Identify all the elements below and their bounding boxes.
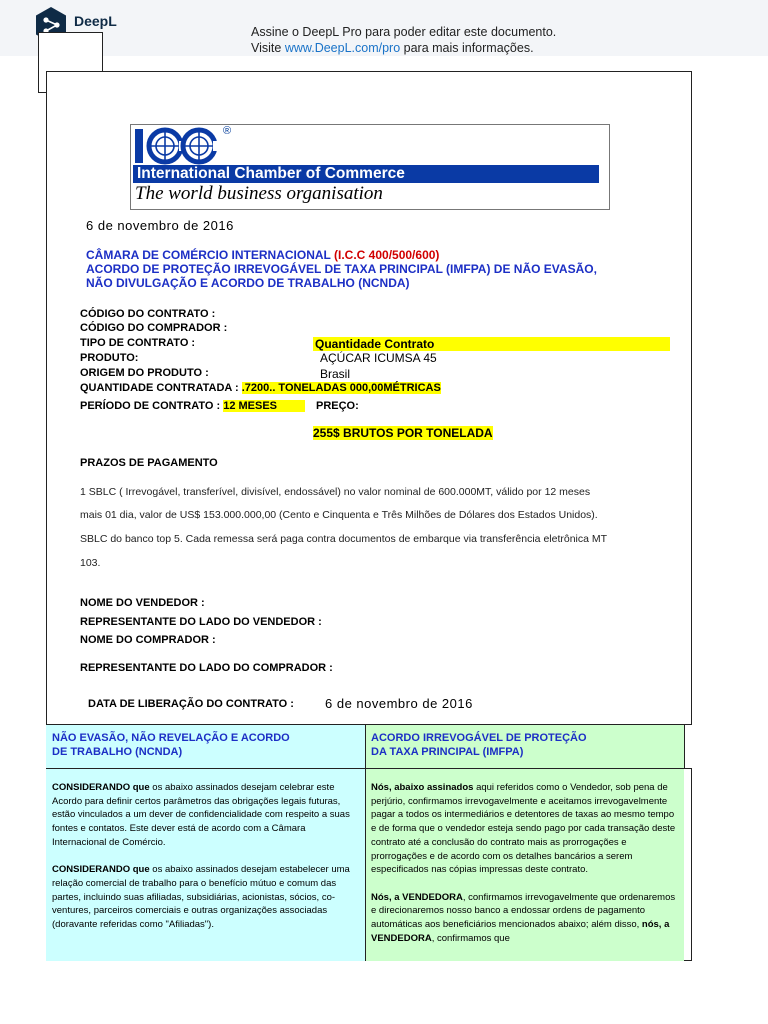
deepl-pro-link[interactable]: www.DeepL.com/pro: [284, 41, 401, 55]
notice-line-1: Assine o DeepL Pro para poder editar este documento.: [251, 25, 557, 39]
quantity-label: QUANTIDADE CONTRATADA :: [80, 382, 242, 394]
icc-name: International Chamber of Commerce: [137, 165, 405, 182]
ncnda-column: [46, 724, 366, 961]
heading-line-2: ACORDO DE PROTEÇÃO IRREVOGÁVEL DE TAXA PRINCIPAL (IMFPA) DE NÃO EVASÃO,: [86, 262, 597, 276]
price-value: 255$ BRUTOS POR TONELADA: [313, 426, 493, 440]
imfpa-column: [366, 724, 684, 961]
buyer-rep-label: REPRESENTANTE DO LADO DO COMPRADOR :: [80, 662, 333, 674]
table-header-divider: [46, 768, 692, 769]
buyer-code-label: CÓDIGO DO COMPRADOR :: [80, 322, 228, 334]
product-label: PRODUTO:: [80, 352, 139, 364]
deepl-pro-notice: [251, 24, 556, 56]
ncnda-header-line-2: DE TRABALHO (NCNDA): [52, 746, 183, 758]
imfpa-header: [371, 731, 587, 759]
icc-tagline: The world business organisation: [135, 183, 383, 204]
ncnda-p1-lead: CONSIDERANDO que: [52, 782, 150, 793]
payment-line-2: mais 01 dia, valor de US$ 153.000.000,00 (Cento e Cinquenta e Três Milhões de Dólares dos Estados Unidos).: [80, 509, 598, 521]
document-date: 6 de novembro de 2016: [86, 218, 234, 233]
period-row: [80, 400, 305, 412]
ncnda-paragraph-1: [52, 781, 358, 850]
imfpa-paragraph-1: [371, 781, 677, 877]
origin-value: Brasil: [320, 367, 351, 381]
ncnda-p2-text: os abaixo assinados desejam estabelecer uma relação comercial de trabalho para o benefício mútuo e comum das partes, incluindo suas afiliadas, subsidiárias, acionistas, sócios, co-ventures, parceiros comerciais e outras organizações associadas (doravante referidas como "Afiliadas").: [52, 864, 350, 931]
origin-label: ORIGEM DO PRODUTO :: [80, 367, 209, 379]
ncnda-body: [52, 781, 358, 945]
buyer-name-label: NOME DO COMPRADOR :: [80, 634, 216, 646]
payment-line-4: 103.: [80, 557, 101, 569]
seller-name-label: NOME DO VENDEDOR :: [80, 597, 205, 609]
contract-code-label: CÓDIGO DO CONTRATO :: [80, 308, 216, 320]
icc-letters-icon: [133, 127, 219, 165]
deepl-banner: [0, 0, 768, 56]
ncnda-paragraph-2: [52, 863, 358, 932]
period-label: PERÍODO DE CONTRATO :: [80, 400, 224, 412]
agreement-table: [46, 724, 692, 961]
table-extra-column: [684, 724, 692, 768]
ncnda-p1-text: os abaixo assinados desejam celebrar este Acordo para definir certos parâmetros das obrigações legais futuras, estão vinculados a um dever de confidencialidade com respeito a suas fontes e contatos. Este dever está de acordo com a Câmara Internacional de Comércio.: [52, 782, 350, 848]
payment-line-3: SBLC do banco top 5. Cada remessa será paga contra documentos de embarque via transferência eletrônica MT: [80, 533, 608, 545]
imfpa-p2-text: , confirmamos irrevogavelmente que ordenaremos e direcionaremos nosso banco a endossar ordens de pagamento automáticas aos beneficiários mencionados abaixo; além disso,: [371, 891, 676, 931]
registered-mark: ®: [223, 125, 232, 137]
ncnda-p2-lead: CONSIDERANDO que: [52, 864, 150, 876]
notice-line-2: [251, 40, 556, 56]
quantity-value: .7200.. TONELADAS 000,00MÉTRICAS: [241, 382, 441, 394]
deepl-brand-name: DeepL: [74, 13, 117, 29]
payment-terms-title: PRAZOS DE PAGAMENTO: [80, 457, 218, 469]
price-label: PREÇO:: [316, 400, 359, 412]
imfpa-header-line-1: ACORDO IRREVOGÁVEL DE PROTEÇÃO: [371, 732, 587, 744]
imfpa-p2-text-2: , confirmamos que: [431, 932, 510, 944]
release-date-value: 6 de novembro de 2016: [325, 696, 473, 711]
notice-suffix: para mais informações.: [400, 41, 534, 55]
imfpa-p1-text: aqui referidos como o Vendedor, sob pena de perjúrio, confirmamos irrevogavelmente e aceitamos irrevogavelmente pagar a todos os intermediários e detentores de taxas ao mesmo tempo e de forma que o vendedor esteja sendo pago por cada transação deste contrato até a conclusão do contrato mais as prorrogações e prorrogações e de acordo com os detalhes bancários a serem especificados nas cópias impressas deste contrato.: [371, 782, 676, 876]
seller-rep-label: REPRESENTANTE DO LADO DO VENDEDOR :: [80, 616, 322, 628]
ncnda-header: [52, 731, 290, 759]
quantity-row: [80, 382, 441, 394]
product-value: AÇÚCAR ICUMSA 45: [320, 351, 437, 365]
heading-chamber: CÂMARA DE COMÉRCIO INTERNACIONAL: [86, 248, 331, 262]
imfpa-header-line-2: DA TAXA PRINCIPAL (IMFPA): [371, 746, 524, 758]
ncnda-header-line-1: NÃO EVASÃO, NÃO REVELAÇÃO E ACORDO: [52, 732, 290, 744]
imfpa-p2-lead-2: nós, a VENDEDORA: [371, 919, 670, 944]
heading-line-3: NÃO DIVULGAÇÃO E ACORDO DE TRABALHO (NCNDA): [86, 276, 410, 290]
imfpa-p1-lead: Nós, abaixo assinados: [371, 782, 474, 793]
period-value: 12 MESES: [223, 400, 305, 412]
contract-type-value: Quantidade Contrato: [313, 337, 670, 351]
notice-prefix: Visite: [251, 41, 285, 55]
document-heading: [86, 248, 597, 290]
icc-logo: [130, 124, 610, 210]
icc-name-bar: [133, 165, 599, 183]
payment-line-1: 1 SBLC ( Irrevogável, transferível, divisível, endossável) no valor nominal de 600.000MT, válido por 12 meses: [80, 486, 591, 498]
imfpa-body: [371, 781, 677, 958]
imfpa-paragraph-2: [371, 891, 677, 946]
contract-type-label: TIPO DE CONTRATO :: [80, 337, 196, 349]
heading-line-1: [86, 248, 597, 262]
heading-icc-codes: (I.C.C 400/500/600): [334, 248, 440, 262]
imfpa-p2-lead: Nós, a VENDEDORA: [371, 891, 463, 903]
release-date-label: DATA DE LIBERAÇÃO DO CONTRATO :: [88, 698, 294, 710]
